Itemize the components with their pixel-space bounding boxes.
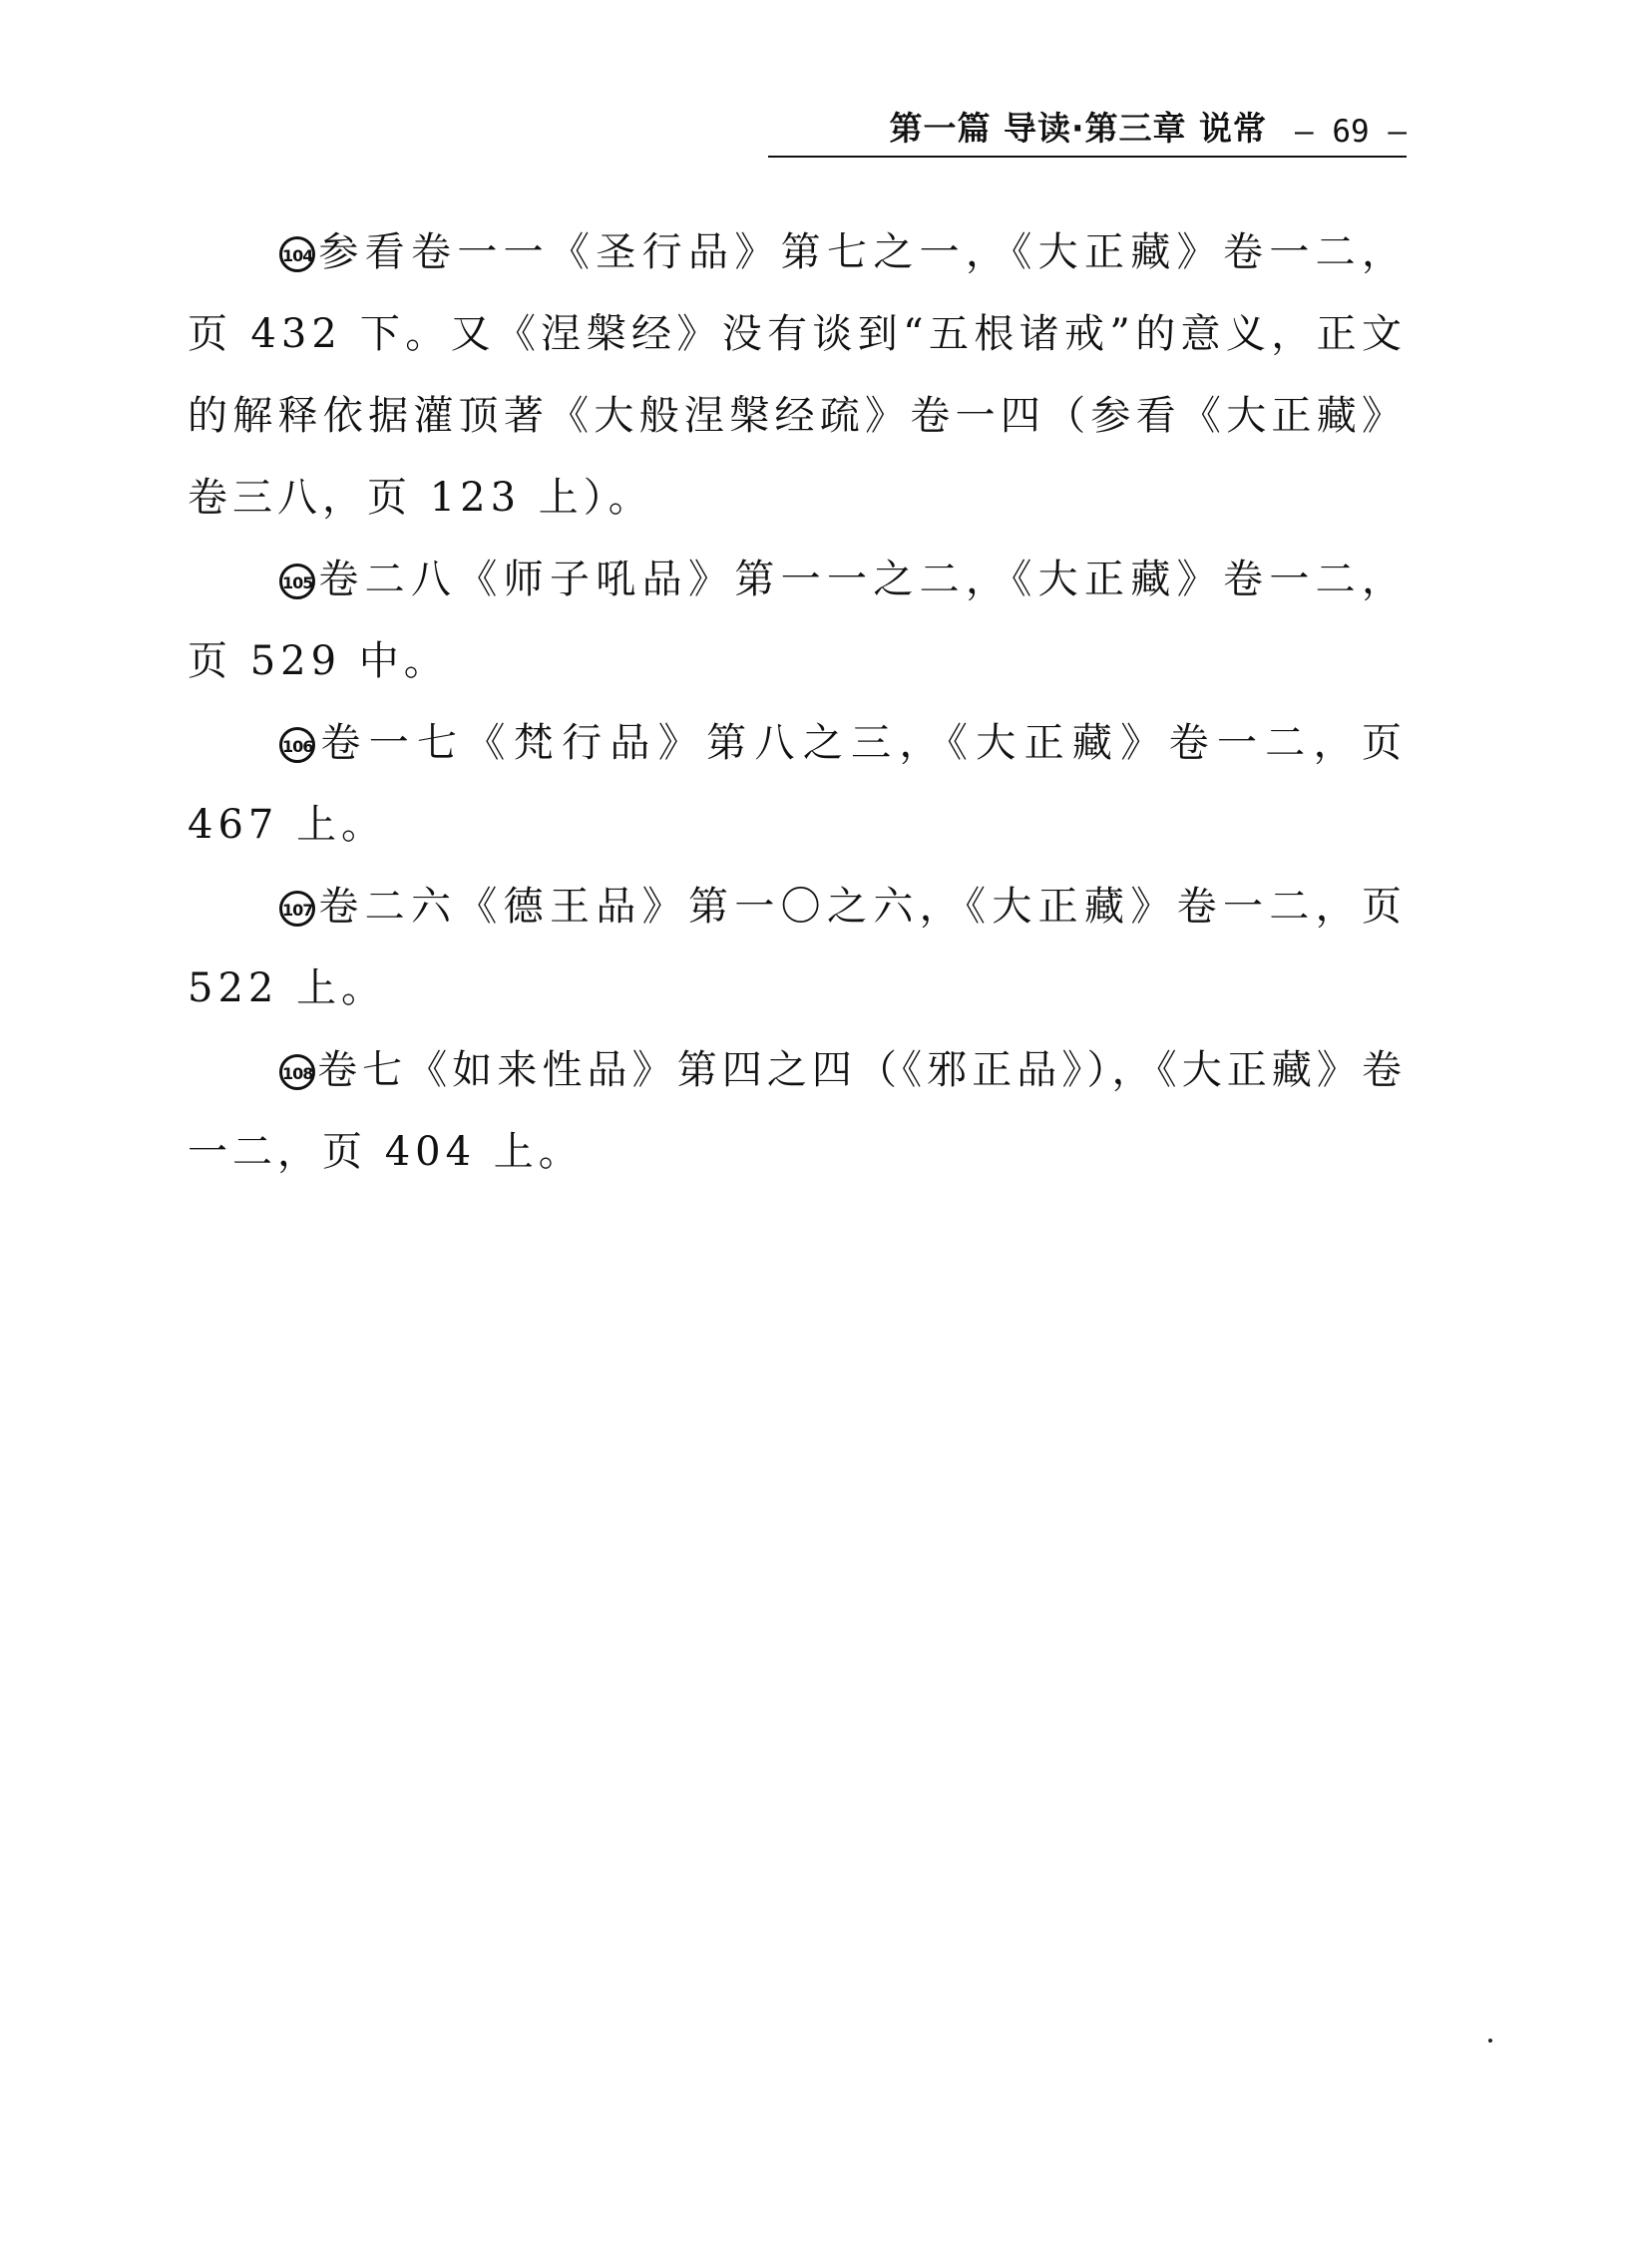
note-marker-104: 104: [279, 236, 315, 272]
endnote-108-text: 卷七《如来性品》第四之四（《邪正品》），《大正藏》卷一二，页 404 上。: [188, 1047, 1407, 1175]
scan-speck: [1488, 2039, 1492, 2043]
endnote-107: [188, 866, 1407, 1029]
endnotes-list: [188, 211, 1407, 1193]
endnote-104: [188, 211, 1407, 539]
note-marker-107: 107: [279, 891, 315, 927]
endnote-106: [188, 702, 1407, 866]
note-marker-106: 106: [279, 727, 315, 763]
endnote-108: [188, 1029, 1407, 1193]
page-number: — 69 —: [1295, 114, 1407, 150]
endnote-105: [188, 539, 1407, 702]
endnote-106-text: 卷一七《梵行品》第八之三，《大正藏》卷一二，页 467 上。: [188, 720, 1407, 848]
note-marker-105: 105: [279, 564, 315, 599]
endnote-104-text: 参看卷一一《圣行品》第七之一，《大正藏》卷一二，页 432 下。又《涅槃经》没有谈到“五根诸戒”的意义，正文的解释依据灌顶著《大般涅槃经疏》卷一四（参看《大正藏》卷三八，页 123 上）。: [188, 229, 1407, 521]
header-title: 第一篇 导读·第三章 说常: [889, 109, 1268, 148]
endnote-105-text: 卷二八《师子吼品》第一一之二，《大正藏》卷一二，页 529 中。: [188, 557, 1407, 684]
running-header: [768, 108, 1407, 158]
note-marker-108: 108: [279, 1054, 315, 1090]
endnote-107-text: 卷二六《德王品》第一〇之六，《大正藏》卷一二，页 522 上。: [188, 884, 1407, 1011]
